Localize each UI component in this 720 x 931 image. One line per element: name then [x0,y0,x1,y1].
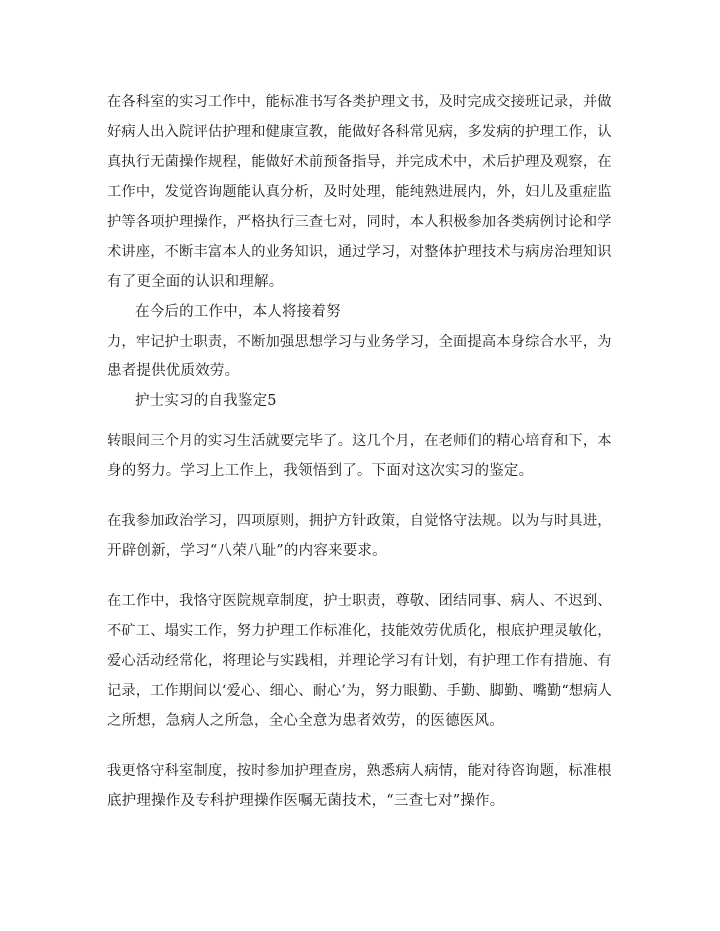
text-line: 有了更全面的认识和理解。 [107,274,284,290]
text-line: 在我参加政治学习，四项原则，拥护方针政策，自觉恪守法规。以为与时具进， [107,513,612,529]
text-line: 开辟创新，学习“八荣八耻”的内容来要求。 [107,543,387,559]
text-line: 转眼间三个月的实习生活就要完毕了。这几个月，在老师们的精心培育和下，本 [107,433,612,449]
text-line: 力，牢记护士职责，不断加强思想学习与业务学习，全面提高本身综合水平，为 [107,334,612,350]
text-line: 爱心活动经常化，将理论与实践相，并理论学习有计划，有护理工作有措施、有 [107,653,612,669]
text-line: 不矿工、塌实工作，努力护理工作标准化，技能效劳优质化，根底护理灵敏化， [107,623,612,639]
text-line: 好病人出入院评估护理和健康宣教，能做好各科常见病，多发病的护理工作，认 [107,124,612,140]
text-line: 之所想，急病人之所急，全心全意为患者效劳，的医德医风。 [107,713,504,729]
text-line: 护等各项护理操作，严格执行三查七对，同时，本人积极参加各类病例讨论和学 [107,214,612,230]
text-line: 真执行无菌操作规程，能做好术前预备指导，并完成术中，术后护理及观察，在 [107,154,612,170]
section-heading: 护士实习的自我鉴定5 [135,393,277,409]
text-line: 工作中，发觉咨询题能认真分析，及时处理，能纯熟进展内，外，妇儿及重症监 [107,184,612,200]
text-line: 身的努力。学习上工作上，我领悟到了。下面对这次实习的鉴定。 [107,463,534,479]
text-line: 在各科室的实习工作中，能标准书写各类护理文书，及时完成交接班记录，并做 [107,94,612,110]
text-line: 术讲座，不断丰富本人的业务知识，通过学习，对整体护理技术与病房治理知识 [107,244,612,260]
text-line: 在工作中，我恪守医院规章制度，护士职责，尊敬、团结同事、病人、不迟到、 [107,593,612,609]
text-line: 记录，工作期间以‘爱心、细心、耐心’为，努力眼勤、手勤、脚勤、嘴勤“想病人 [107,683,612,699]
text-line: 患者提供优质效劳。 [107,363,240,379]
text-line: 我更恪守科室制度，按时参加护理查房，熟悉病人病情，能对待咨询题，标准根 [107,763,612,779]
text-line: 在今后的工作中，本人将接着努 [135,304,341,320]
text-line: 底护理操作及专科护理操作医嘱无菌技术，“三查七对”操作。 [107,793,505,809]
